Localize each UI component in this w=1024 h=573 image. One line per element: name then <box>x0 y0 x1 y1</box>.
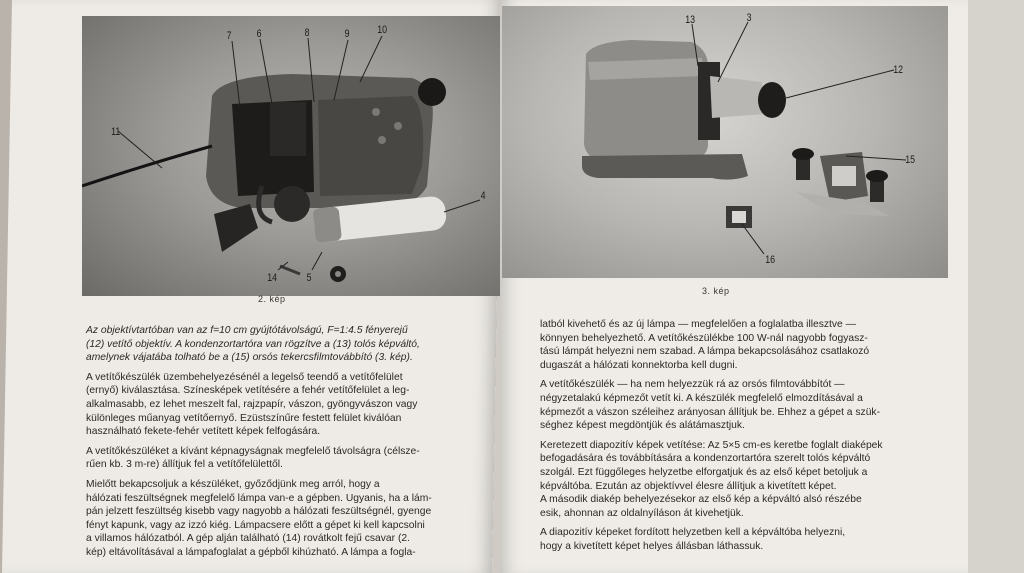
text-line: képmezőt a vászon széleihez arányosan állítjuk be. Ehhez a gépet a szük- <box>540 406 880 418</box>
callout-13: 13 <box>685 14 696 26</box>
text-line: latból kivehető és az új lámpa — megfelelően a foglalatba illesztve — <box>540 319 856 330</box>
text-line: A diapozitív képeket fordított helyzetben kell a képváltóba helyezni, <box>540 527 846 539</box>
text-line: kép) eltávolításával a lámpafoglalat a gépből kihúzható. A lámpa a fogla- <box>86 546 416 558</box>
paragraph <box>540 378 910 432</box>
text-line: (12) vetítő objektív. A kondenzortartóra van rögzítve a (13) tolós képváltó, <box>86 338 420 350</box>
callout-10: 10 <box>377 24 388 36</box>
text-line: A vetítőkészülék üzembehelyezésénél a legelső teendő a vetítőfelület <box>86 371 403 383</box>
callout-8: 8 <box>304 27 310 39</box>
callout-6: 6 <box>256 28 262 40</box>
projector-accessories-illustration <box>502 6 948 278</box>
text-line: különleges műanyag vetítőernyő. Ezüstszínűre festett felület kiválóan <box>86 412 402 424</box>
paragraph <box>540 439 910 521</box>
callout-5: 5 <box>306 272 312 284</box>
text-line: (ernyő) kiválasztása. Színesképek vetítésére a fehér vetítőfelület a leg- <box>86 385 410 397</box>
text-line: hogy a kivetített képet helyes állásban láthassuk. <box>540 540 764 552</box>
callout-15: 15 <box>905 154 916 166</box>
callout-14: 14 <box>267 272 278 284</box>
figure-2-photo <box>82 16 500 296</box>
callout-11: 11 <box>111 126 121 138</box>
text-line: Az objektívtartóban van az f=10 cm gyújtótávolságú, F=1:4.5 fényerejű <box>86 325 408 336</box>
text-line: szolgál. Ezt függőleges helyzetbe elforgatjuk és az első képet betoljuk a <box>540 466 868 478</box>
callout-3: 3 <box>746 12 752 24</box>
right-page-text <box>540 318 910 560</box>
callout-12: 12 <box>893 64 904 76</box>
text-line: A vetítőkészüléket a kívánt képnagyságnak megfelelő távolságra (célsze- <box>86 445 420 457</box>
paragraph <box>540 318 910 372</box>
text-line: séghez képest megdöntjük és alátámasztjuk. <box>540 420 745 432</box>
text-line: pán jelzett feszültség kisebb vagy nagyobb a hálózati feszültségnél, gyenge <box>86 506 432 518</box>
text-line: a villamos hálózatból. A gép alján található (14) rovátkolt fejű csavar (2. <box>86 533 410 545</box>
text-line: befogadására és továbbítására a kondenzortartóra szerelt tolós képváltó <box>540 453 871 465</box>
figure-3-caption: 3. kép <box>702 286 730 296</box>
text-line: négyzetalakú képmezőt vetít ki. A készülék megfelelő elmozdításával a <box>540 392 863 404</box>
paragraph <box>86 371 446 439</box>
text-line: A második diakép behelyezésekor az első kép a képváltó alsó részébe <box>540 494 862 506</box>
paragraph <box>86 445 446 472</box>
page-edge-right <box>968 0 1024 573</box>
callout-16: 16 <box>765 254 776 266</box>
text-line: Keretezett diapozitív képek vetítése: Az 5×5 cm-es keretbe foglalt diaképek <box>540 439 883 451</box>
text-line: rűen kb. 3 m-re) állítjuk fel a vetítőfelülettől. <box>86 459 283 471</box>
text-line: dugaszát a hálózati konnektorba kell dugni. <box>540 359 738 371</box>
figure-3-photo <box>502 6 948 278</box>
text-line: amelynek vájatába tolható be a (15) orsós tekercsfilmtovábbító (3. kép). <box>86 352 413 364</box>
paragraph <box>540 526 910 553</box>
figure-2-caption: 2. kép <box>258 294 286 304</box>
text-line: alkalmasabb, ez lehet meszelt fal, rajzpapír, vászon, gyöngyvászon vagy <box>86 398 418 410</box>
callout-9: 9 <box>344 28 350 40</box>
text-line: hálózati feszültségnek megfelelő lámpa van-e a gépben. Ugyanis, ha a lám- <box>86 492 432 504</box>
text-line: tású lámpát helyezni nem szabad. A lámpa bekapcsolásához csatlakozó <box>540 346 870 358</box>
left-page-text <box>86 324 446 566</box>
text-line: képváltóba. Ezután az objektívvel élesre állítjuk a kivetített képet. <box>540 480 837 492</box>
text-line: fényt kapunk, vagy az izzó kiég. Lámpacsere előtt a gépet ki kell kapcsolni <box>86 519 425 531</box>
text-line: A vetítőkészülék — ha nem helyezzük rá az orsós filmtovábbítót — <box>540 379 845 391</box>
text-line: használható fekete-fehér vetített képek felfogására. <box>86 426 321 438</box>
text-line: esik, ahonnan az oldalnyíláson át kivehetjük. <box>540 507 744 519</box>
text-line: könnyen behelyezhető. A vetítőkészülékbe 100 W-nál nagyobb fogyasz- <box>540 332 868 344</box>
paragraph <box>86 478 446 560</box>
text-line: Mielőtt bekapcsoljuk a készüléket, győződjünk meg arról, hogy a <box>86 478 380 490</box>
projector-opened-illustration <box>82 16 500 296</box>
callout-4: 4 <box>480 190 486 202</box>
callout-7: 7 <box>226 30 232 42</box>
paragraph <box>86 324 446 365</box>
